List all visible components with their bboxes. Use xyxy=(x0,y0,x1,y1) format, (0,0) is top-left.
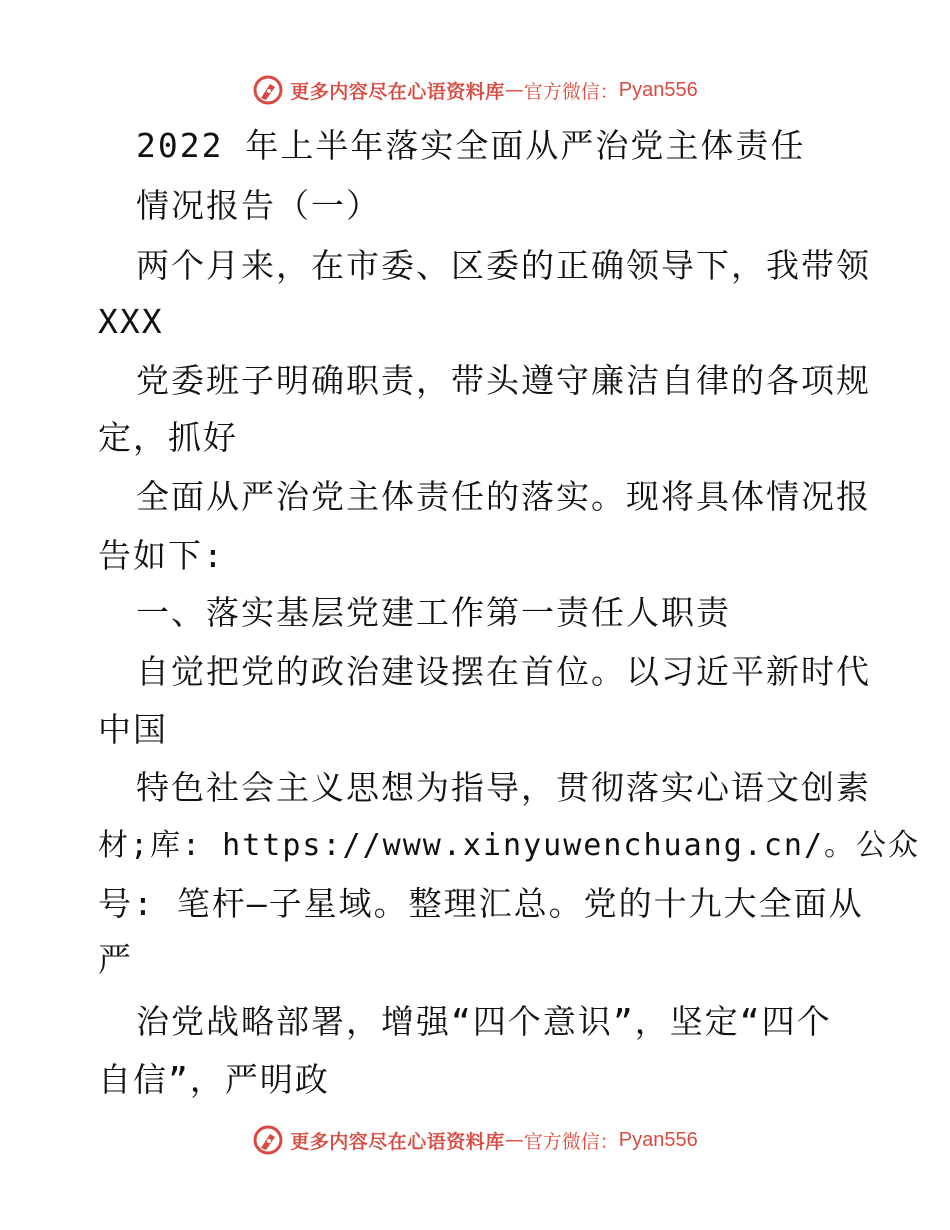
paragraph-line: 自觉把党的政治建设摆在首位。以习近平新时代 xyxy=(136,652,871,691)
watermark-separator: — xyxy=(504,79,524,101)
watermark-wechat-label: 官方微信： xyxy=(523,80,619,103)
paragraph-line: 全面从严治党主体责任的落实。现将具体情况报 xyxy=(136,477,871,516)
paragraph-line: XXX xyxy=(98,302,164,341)
paragraph-line: 治党战略部署，增强“四个意识”，坚定“四个 xyxy=(136,1002,832,1041)
section-heading: 一、落实基层党建工作第一责任人职责 xyxy=(136,593,731,632)
paragraph-line: 告如下: xyxy=(98,536,225,575)
watermark-brand-text: 更多内容尽在心语资料库 xyxy=(290,1130,505,1153)
watermark-wechat-id: Pyan556 xyxy=(618,78,698,101)
paragraph-line: 特色社会主义思想为指导，贯彻落实心语文创素 xyxy=(136,768,871,807)
paragraph-line: 材;库: https://www.xinyuwenchuang.cn/。公众 xyxy=(98,828,921,863)
paragraph-line: 严 xyxy=(98,940,133,979)
pen-nib-circle-icon xyxy=(252,1124,284,1156)
document-title-line-2: 情况报告（一） xyxy=(136,186,381,225)
paragraph-line: 定，抓好 xyxy=(98,418,238,457)
watermark-wechat-label: 官方微信： xyxy=(523,1130,619,1153)
paragraph-line: 中国 xyxy=(98,710,168,749)
watermark-brand-text: 更多内容尽在心语资料库 xyxy=(290,80,505,103)
pen-nib-circle-icon xyxy=(252,74,284,106)
paragraph-line: 党委班子明确职责，带头遵守廉洁自律的各项规 xyxy=(136,361,871,400)
document-title-line-1: 2022 年上半年落实全面从严治党主体责任 xyxy=(136,126,806,165)
paragraph-line: 自信”，严明政 xyxy=(98,1060,330,1099)
header-watermark xyxy=(0,70,950,110)
watermark-separator: — xyxy=(504,1129,524,1151)
watermark-wechat-id: Pyan556 xyxy=(618,1128,698,1151)
paragraph-line: 两个月来，在市委、区委的正确领导下，我带领 xyxy=(136,246,871,285)
footer-watermark xyxy=(0,1120,950,1160)
paragraph-line: 号: 笔杆—子星域。整理汇总。党的十九大全面从 xyxy=(98,884,864,923)
